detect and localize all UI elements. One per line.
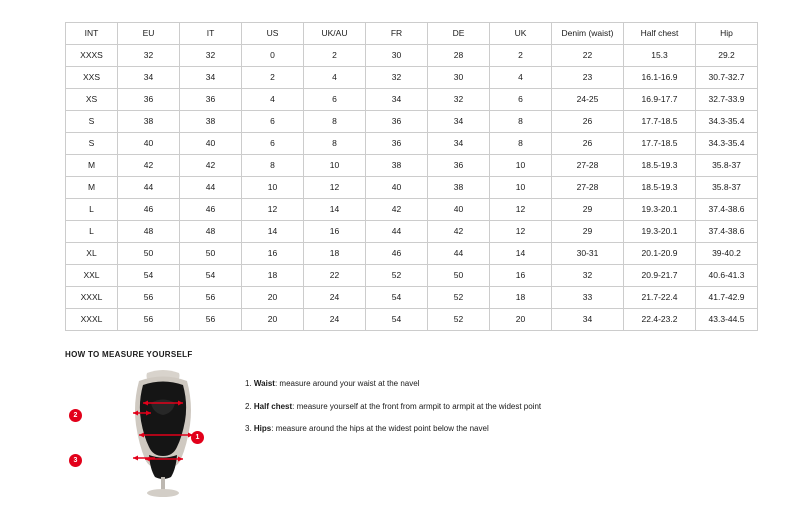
cell-fr: 34	[366, 89, 428, 111]
cell-eu: 56	[118, 287, 180, 309]
cell-it: 50	[180, 243, 242, 265]
cell-us: 16	[242, 243, 304, 265]
cell-uk-au: 24	[304, 287, 366, 309]
cell-uk: 10	[490, 155, 552, 177]
cell-us: 18	[242, 265, 304, 287]
cell-half-chest: 17.7-18.5	[624, 111, 696, 133]
cell-uk-au: 24	[304, 309, 366, 331]
cell-denim-waist: 26	[552, 111, 624, 133]
cell-uk-au: 22	[304, 265, 366, 287]
cell-denim-waist: 29	[552, 221, 624, 243]
cell-it: 34	[180, 67, 242, 89]
cell-half-chest: 18.5-19.3	[624, 177, 696, 199]
cell-it: 40	[180, 133, 242, 155]
cell-uk-au: 10	[304, 155, 366, 177]
mannequin-illustration	[103, 369, 223, 499]
note-text-half-chest: : measure yourself at the front from armpit to armpit at the widest point	[292, 401, 542, 411]
cell-uk: 16	[490, 265, 552, 287]
measure-badge-1: 1	[191, 431, 204, 444]
cell-half-chest: 19.3-20.1	[624, 221, 696, 243]
cell-uk-au: 2	[304, 45, 366, 67]
cell-it: 46	[180, 199, 242, 221]
table-row	[66, 67, 758, 89]
note-text-waist: : measure around your waist at the navel	[274, 379, 420, 388]
cell-fr: 54	[366, 309, 428, 331]
cell-de: 40	[428, 199, 490, 221]
table-row	[66, 221, 758, 243]
cell-it: 38	[180, 111, 242, 133]
table-row	[66, 243, 758, 265]
note-number-1: 1.	[245, 379, 252, 388]
column-header-half-chest: Half chest	[624, 23, 696, 45]
cell-uk-au: 18	[304, 243, 366, 265]
table-row	[66, 199, 758, 221]
table-body	[66, 45, 758, 331]
cell-half-chest: 17.7-18.5	[624, 133, 696, 155]
cell-uk-au: 16	[304, 221, 366, 243]
cell-fr: 46	[366, 243, 428, 265]
cell-eu: 40	[118, 133, 180, 155]
cell-eu: 44	[118, 177, 180, 199]
cell-int: XL	[66, 243, 118, 265]
column-header-hip: Hip	[696, 23, 758, 45]
cell-de: 50	[428, 265, 490, 287]
cell-fr: 54	[366, 287, 428, 309]
cell-denim-waist: 27-28	[552, 177, 624, 199]
cell-de: 28	[428, 45, 490, 67]
column-header-denim-waist: Denim (waist)	[552, 23, 624, 45]
column-header-eu: EU	[118, 23, 180, 45]
cell-eu: 42	[118, 155, 180, 177]
cell-eu: 54	[118, 265, 180, 287]
cell-hip: 37.4-38.6	[696, 221, 758, 243]
note-text-hips: : measure around the hips at the widest point below the navel	[271, 424, 489, 434]
cell-int: XXXL	[66, 287, 118, 309]
cell-fr: 38	[366, 155, 428, 177]
cell-uk: 12	[490, 221, 552, 243]
column-header-int: INT	[66, 23, 118, 45]
cell-us: 20	[242, 287, 304, 309]
cell-uk-au: 6	[304, 89, 366, 111]
cell-fr: 52	[366, 265, 428, 287]
cell-it: 48	[180, 221, 242, 243]
cell-int: L	[66, 199, 118, 221]
cell-uk: 10	[490, 177, 552, 199]
cell-uk-au: 14	[304, 199, 366, 221]
cell-us: 20	[242, 309, 304, 331]
note-term-half-chest: Half chest	[253, 401, 293, 411]
cell-it: 36	[180, 89, 242, 111]
cell-de: 30	[428, 67, 490, 89]
cell-half-chest: 18.5-19.3	[624, 155, 696, 177]
cell-fr: 44	[366, 221, 428, 243]
cell-hip: 43.3-44.5	[696, 309, 758, 331]
cell-int: XXXS	[66, 45, 118, 67]
table-row	[66, 133, 758, 155]
cell-eu: 32	[118, 45, 180, 67]
cell-half-chest: 22.4-23.2	[624, 309, 696, 331]
cell-hip: 29.2	[696, 45, 758, 67]
cell-denim-waist: 24-25	[552, 89, 624, 111]
cell-int: M	[66, 155, 118, 177]
cell-us: 4	[242, 89, 304, 111]
cell-eu: 48	[118, 221, 180, 243]
cell-uk: 14	[490, 243, 552, 265]
table-head	[66, 23, 758, 45]
table-row	[66, 111, 758, 133]
cell-int: XXXL	[66, 309, 118, 331]
cell-uk: 4	[490, 67, 552, 89]
cell-uk: 6	[490, 89, 552, 111]
cell-de: 34	[428, 111, 490, 133]
table-row	[66, 287, 758, 309]
cell-de: 36	[428, 155, 490, 177]
cell-uk: 2	[490, 45, 552, 67]
cell-de: 42	[428, 221, 490, 243]
cell-it: 56	[180, 287, 242, 309]
cell-denim-waist: 34	[552, 309, 624, 331]
how-to-measure-body	[65, 369, 733, 499]
cell-hip: 37.4-38.6	[696, 199, 758, 221]
cell-uk-au: 12	[304, 177, 366, 199]
cell-fr: 36	[366, 111, 428, 133]
cell-hip: 32.7-33.9	[696, 89, 758, 111]
cell-half-chest: 20.1-20.9	[624, 243, 696, 265]
cell-de: 34	[428, 133, 490, 155]
column-header-fr: FR	[366, 23, 428, 45]
note-term-waist: Waist	[253, 379, 275, 388]
table-row	[66, 155, 758, 177]
cell-denim-waist: 27-28	[552, 155, 624, 177]
cell-int: XXL	[66, 265, 118, 287]
cell-us: 6	[242, 111, 304, 133]
cell-uk: 18	[490, 287, 552, 309]
cell-uk: 12	[490, 199, 552, 221]
cell-denim-waist: 29	[552, 199, 624, 221]
cell-it: 42	[180, 155, 242, 177]
cell-int: S	[66, 133, 118, 155]
size-table-container	[65, 22, 745, 331]
column-header-de: DE	[428, 23, 490, 45]
how-to-measure-title: HOW TO MEASURE YOURSELF	[65, 350, 193, 359]
cell-de: 38	[428, 177, 490, 199]
how-to-measure-section	[65, 350, 733, 499]
size-conversion-table	[65, 22, 758, 331]
note-number-3: 3.	[245, 424, 252, 434]
cell-hip: 40.6-41.3	[696, 265, 758, 287]
cell-denim-waist: 32	[552, 265, 624, 287]
cell-eu: 34	[118, 67, 180, 89]
cell-hip: 34.3-35.4	[696, 133, 758, 155]
cell-fr: 36	[366, 133, 428, 155]
table-row	[66, 265, 758, 287]
cell-fr: 40	[366, 177, 428, 199]
cell-it: 54	[180, 265, 242, 287]
cell-uk-au: 8	[304, 111, 366, 133]
column-header-it: IT	[180, 23, 242, 45]
measure-notes	[245, 369, 541, 447]
cell-hip: 34.3-35.4	[696, 111, 758, 133]
cell-us: 6	[242, 133, 304, 155]
column-header-uk-au: UK/AU	[304, 23, 366, 45]
cell-eu: 50	[118, 243, 180, 265]
table-row	[66, 309, 758, 331]
cell-uk-au: 4	[304, 67, 366, 89]
cell-uk-au: 8	[304, 133, 366, 155]
measure-note-hips	[245, 424, 541, 434]
measure-badge-3: 3	[69, 454, 82, 467]
cell-eu: 36	[118, 89, 180, 111]
table-header-row	[66, 23, 758, 45]
cell-int: XXS	[66, 67, 118, 89]
cell-de: 52	[428, 287, 490, 309]
cell-denim-waist: 23	[552, 67, 624, 89]
cell-half-chest: 15.3	[624, 45, 696, 67]
table-row	[66, 89, 758, 111]
cell-us: 10	[242, 177, 304, 199]
measure-note-waist	[245, 379, 541, 389]
note-term-hips: Hips	[253, 424, 272, 434]
cell-uk: 8	[490, 133, 552, 155]
cell-us: 14	[242, 221, 304, 243]
cell-uk: 20	[490, 309, 552, 331]
cell-hip: 39-40.2	[696, 243, 758, 265]
cell-eu: 38	[118, 111, 180, 133]
cell-int: XS	[66, 89, 118, 111]
cell-hip: 35.8-37	[696, 155, 758, 177]
table-row	[66, 177, 758, 199]
cell-denim-waist: 30-31	[552, 243, 624, 265]
cell-int: S	[66, 111, 118, 133]
cell-half-chest: 20.9-21.7	[624, 265, 696, 287]
measure-note-half-chest	[245, 402, 541, 412]
cell-half-chest: 21.7-22.4	[624, 287, 696, 309]
cell-uk: 8	[490, 111, 552, 133]
column-header-us: US	[242, 23, 304, 45]
cell-denim-waist: 26	[552, 133, 624, 155]
cell-half-chest: 16.9-17.7	[624, 89, 696, 111]
cell-denim-waist: 22	[552, 45, 624, 67]
mannequin-figure	[73, 369, 223, 499]
cell-fr: 42	[366, 199, 428, 221]
cell-int: L	[66, 221, 118, 243]
cell-eu: 56	[118, 309, 180, 331]
cell-it: 44	[180, 177, 242, 199]
cell-eu: 46	[118, 199, 180, 221]
note-number-2: 2.	[245, 401, 252, 411]
cell-denim-waist: 33	[552, 287, 624, 309]
cell-fr: 32	[366, 67, 428, 89]
cell-half-chest: 19.3-20.1	[624, 199, 696, 221]
cell-int: M	[66, 177, 118, 199]
cell-de: 32	[428, 89, 490, 111]
cell-hip: 30.7-32.7	[696, 67, 758, 89]
column-header-uk: UK	[490, 23, 552, 45]
cell-fr: 30	[366, 45, 428, 67]
cell-hip: 41.7-42.9	[696, 287, 758, 309]
cell-it: 32	[180, 45, 242, 67]
measure-badge-2: 2	[69, 409, 82, 422]
cell-de: 44	[428, 243, 490, 265]
cell-hip: 35.8-37	[696, 177, 758, 199]
cell-us: 12	[242, 199, 304, 221]
cell-it: 56	[180, 309, 242, 331]
table-row	[66, 45, 758, 67]
cell-us: 0	[242, 45, 304, 67]
cell-half-chest: 16.1-16.9	[624, 67, 696, 89]
cell-us: 2	[242, 67, 304, 89]
cell-de: 52	[428, 309, 490, 331]
cell-us: 8	[242, 155, 304, 177]
